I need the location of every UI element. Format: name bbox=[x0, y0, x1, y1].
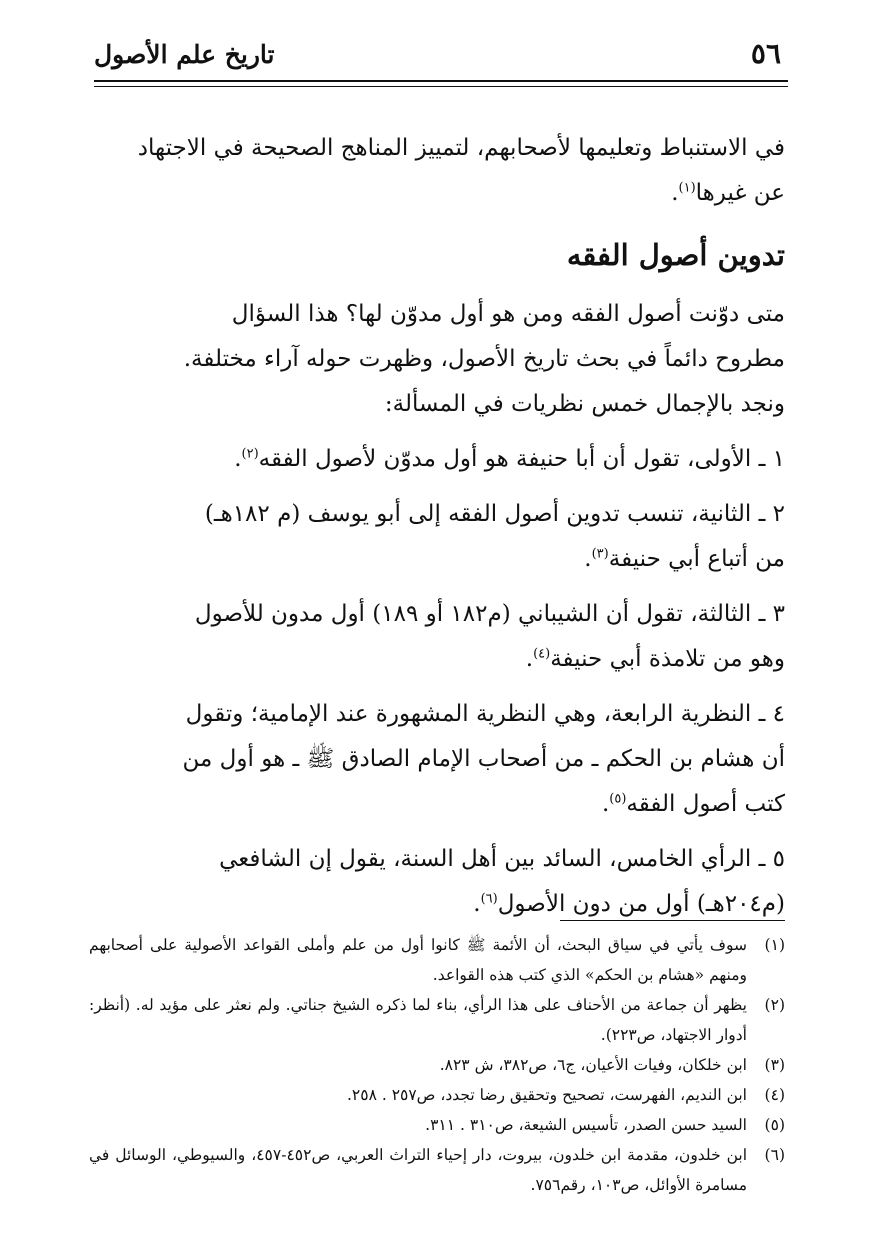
header-rule-thin bbox=[94, 86, 788, 87]
theory-2: ٢ ـ الثانية، تنسب تدوين أصول الفقه إلى أبو يوسف (م ١٨٢هـ) من أتباع أبي حنيفة$^{(٣)}$. bbox=[204, 501, 785, 572]
footnote-text: ابن خلكان، وفيات الأعيان، ج٦، ص٣٨٢، ش ٨٢٣. bbox=[439, 1056, 747, 1074]
theory-3: ٣ ـ الثالثة، تقول أن الشيباني (م١٨٢ أو ١٨٩) أول مدون للأصول وهو من تلامذة أبي حنيفة$^{(٤)}$. bbox=[194, 601, 785, 672]
intro-line-2: عن غيرها$^{(١)}$. bbox=[671, 180, 785, 206]
footnote-number: (٢) bbox=[764, 996, 785, 1014]
theory-4: ٤ ـ النظرية الرابعة، وهي النظرية المشهورة عند الإمامية؛ وتقول أن هشام بن الحكم ـ من أصحاب الإمام الصادق ﷺ ـ هو أول من كتب أصول الفقه$^{(٥)}$. bbox=[182, 701, 785, 817]
footnote-ref-4: (٤) bbox=[533, 646, 551, 662]
intro-paragraph bbox=[89, 126, 785, 216]
footnote-separator bbox=[560, 920, 785, 921]
footnote-number: (١) bbox=[764, 936, 785, 954]
footnote-number: (٦) bbox=[764, 1146, 785, 1164]
footnote bbox=[89, 1050, 785, 1080]
footnote-text: يظهر أن جماعة من الأحناف على هذا الرأي، بناء لما ذكره الشيخ جناتي. ولم نعثر على مؤيد له. (أنظر: أدوار الاجتهاد، ص٢٢٣). bbox=[89, 996, 747, 1044]
header-rule-thick bbox=[94, 80, 788, 82]
footnotes bbox=[89, 930, 785, 1200]
footnote-text: سوف يأتي في سياق البحث، أن الأئمة ﷺ كانوا أول من علم وأملى القواعد الأصولية على أصحابهم ومنهم «هشام بن الحكم» الذي كتب هذه القواعد. bbox=[89, 936, 747, 984]
footnote-text: ابن النديم، الفهرست، تصحيح وتحقيق رضا تجدد، ص٢٥٧ . ٢٥٨. bbox=[346, 1086, 747, 1104]
intro-line-1: في الاستنباط وتعليمها لأصحابهم، لتمييز المناهج الصحيحة في الاجتهاد bbox=[137, 135, 785, 161]
footnote-text: ابن خلدون، مقدمة ابن خلدون، بيروت، دار إحياء التراث العربي، ص٤٥٢-٤٥٧، والسيوطي، الوسائل في مسامرة الأوائل، ص١٠٣، رقم٧٥٦. bbox=[89, 1146, 747, 1194]
footnote-text: السيد حسن الصدر، تأسيس الشيعة، ص٣١٠ . ٣١١. bbox=[425, 1116, 747, 1134]
footnote-ref-2: (٢) bbox=[241, 446, 259, 462]
footnote-number: (٤) bbox=[764, 1086, 785, 1104]
main-text bbox=[89, 292, 785, 927]
page-number: ٥٦ bbox=[750, 37, 781, 70]
footnote-ref-3: (٣) bbox=[591, 546, 609, 562]
footnote-number: (٣) bbox=[764, 1056, 785, 1074]
footnote-ref-5: (٥) bbox=[609, 791, 627, 807]
paragraph-intro: متى دوّنت أصول الفقه ومن هو أول مدوّن لها؟ هذا السؤال مطروح دائماً في بحث تاريخ الأصول، وظهرت حوله آراء مختلفة. ونجد بالإجمال خمس نظريات في المسألة: bbox=[183, 301, 785, 417]
footnote-number: (٥) bbox=[764, 1116, 785, 1134]
footnote bbox=[89, 990, 785, 1050]
theory-1: ١ ـ الأولى، تقول أن أبا حنيفة هو أول مدوّن لأصول الفقه$^{(٢)}$. bbox=[234, 446, 785, 472]
footnote bbox=[89, 930, 785, 990]
theory-5: ٥ ـ الرأي الخامس، السائد بين أهل السنة، يقول إن الشافعي (م٢٠٤هـ) أول من دون الأصول$^{(٦)}$. bbox=[219, 846, 785, 917]
footnote bbox=[89, 1110, 785, 1140]
footnote-ref-6: (٦) bbox=[480, 891, 498, 907]
footnote bbox=[89, 1140, 785, 1200]
footnote bbox=[89, 1080, 785, 1110]
running-title: تاريخ علم الأصول bbox=[94, 40, 275, 69]
footnote-ref-1: (١) bbox=[678, 180, 696, 196]
section-heading: تدوين أصول الفقه bbox=[566, 238, 785, 272]
